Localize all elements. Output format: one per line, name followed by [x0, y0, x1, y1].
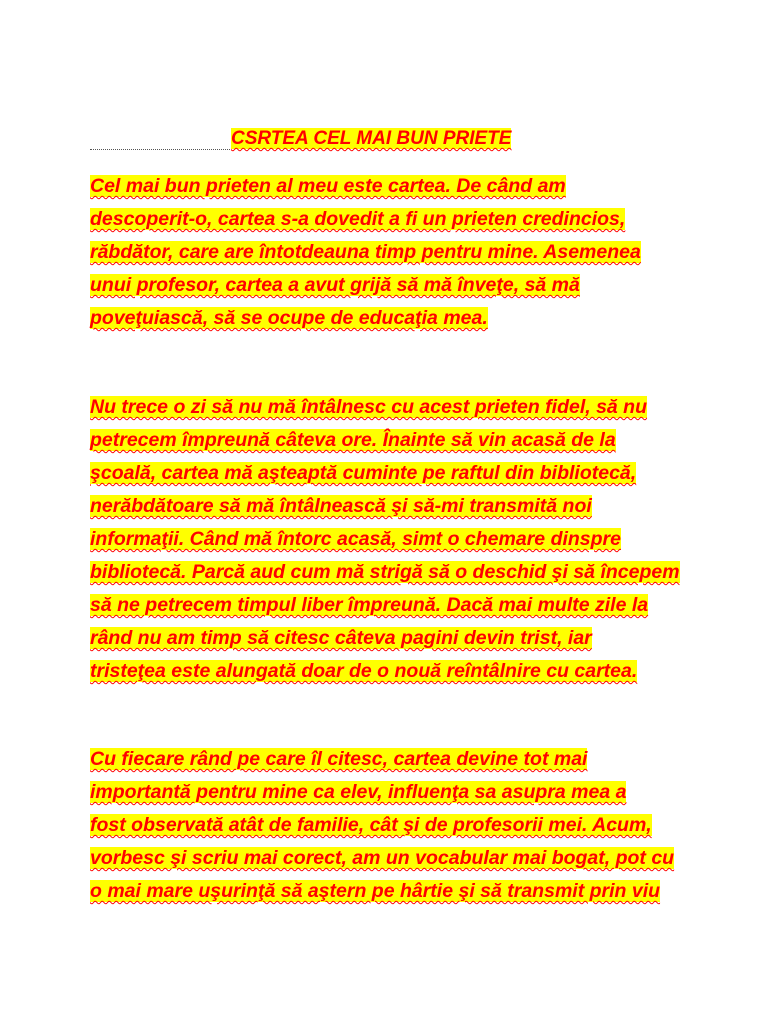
- text-line: tristeţea este alungată doar de o nouă reîntâlnire cu cartea.: [90, 660, 638, 682]
- paragraph-2: [90, 391, 690, 688]
- text-line: o mai mare uşurinţă să aştern pe hârtie şi să transmit prin viu: [90, 880, 661, 902]
- text-line: fost observată atât de familie, cât şi de profesorii mei. Acum,: [90, 814, 652, 836]
- text-line: petrecem împreună câteva ore. Înainte să vin acasă de la: [90, 429, 616, 451]
- text-line: poveţuiască, să se ocupe de educaţia mea.: [90, 307, 488, 329]
- text-line: şcoală, cartea mă aşteaptă cuminte pe raftul din bibliotecă,: [90, 462, 637, 484]
- text-line: descoperit-o, cartea s-a dovedit a fi un prieten credincios,: [90, 208, 626, 230]
- text-line: informaţii. Când mă întorc acasă, simt o chemare dinspre: [90, 528, 621, 550]
- text-line: bibliotecă. Parcă aud cum mă strigă să o deschid şi să începem: [90, 561, 680, 583]
- paragraph-1: [90, 170, 690, 335]
- text-line: Cu fiecare rând pe care îl citesc, cartea devine tot mai: [90, 748, 588, 770]
- text-line: Nu trece o zi să nu mă întâlnesc cu acest prieten fidel, să nu: [90, 396, 648, 418]
- paragraph-3: [90, 743, 690, 908]
- text-line: importantă pentru mine ca elev, influenţa sa asupra mea a: [90, 781, 627, 803]
- text-line: răbdător, care are întotdeauna timp pentru mine. Asemenea: [90, 241, 641, 263]
- text-line: rând nu am timp să citesc câteva pagini devin trist, iar: [90, 627, 592, 649]
- text-line: să ne petrecem timpul liber împreună. Dacă mai multe zile la: [90, 594, 649, 616]
- title-leader-line: [90, 149, 230, 150]
- document-title: CSRTEA CEL MAI BUN PRIETE: [231, 128, 512, 149]
- text-line: unui profesor, cartea a avut grijă să mă înveţe, să mă: [90, 274, 580, 296]
- text-line: nerăbdătoare să mă întâlnească şi să-mi transmită noi: [90, 495, 592, 517]
- title-row: [90, 126, 690, 156]
- text-line: Cel mai bun prieten al meu este cartea. De când am: [90, 175, 566, 197]
- text-line: vorbesc şi scriu mai corect, am un vocabular mai bogat, pot cu: [90, 847, 675, 869]
